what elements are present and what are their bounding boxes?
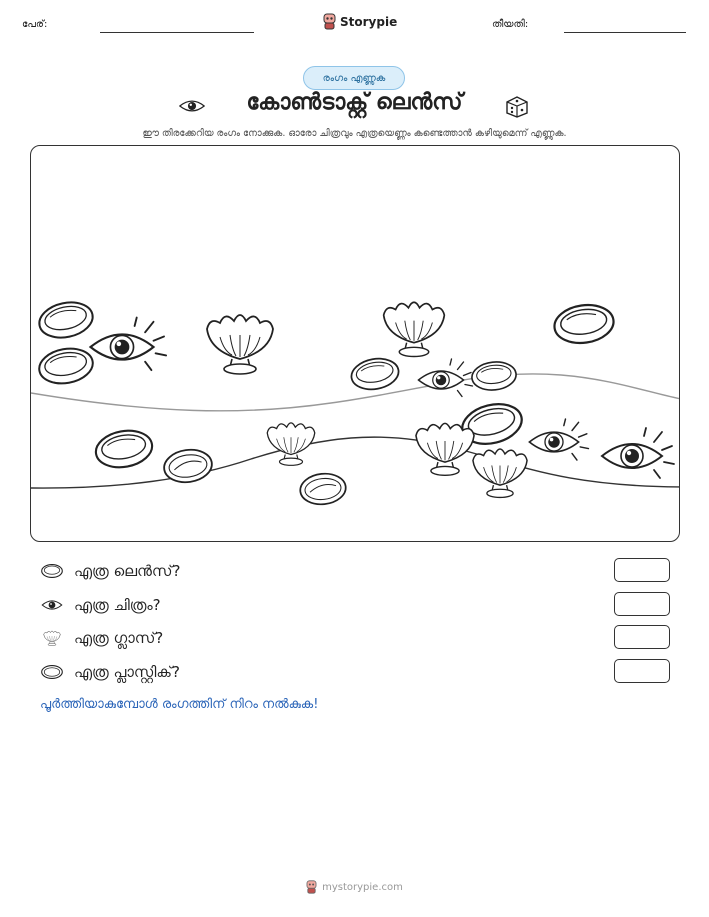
date-label: തീയതി: [492, 19, 529, 30]
scene-glass [473, 449, 527, 497]
answer-box-eye[interactable] [614, 592, 670, 616]
scene-glass [416, 423, 474, 475]
scene-eye [91, 318, 167, 371]
scene-lens [552, 301, 616, 346]
scene-frame [30, 145, 680, 542]
scene-eye [529, 419, 588, 460]
question-text: എത്ര ചിത്രം? [74, 596, 161, 614]
question-row [40, 659, 670, 685]
activity-badge: രംഗം എണ്ണുക [303, 66, 405, 90]
scene-illustration [31, 146, 680, 542]
scene-glass [267, 423, 315, 465]
brand-name: Storypie [340, 14, 398, 29]
site-footer [0, 880, 709, 894]
scene-lens [36, 298, 96, 342]
name-line[interactable] [100, 32, 254, 33]
name-label: പേര്: [22, 19, 48, 30]
question-row [40, 592, 670, 618]
lens-icon [40, 562, 64, 580]
date-line[interactable] [564, 32, 686, 33]
scene-plastic [299, 472, 348, 507]
answer-box-lens[interactable] [614, 558, 670, 582]
scene-lens [36, 345, 95, 388]
question-row [40, 558, 670, 584]
question-text: എത്ര പ്ലാസ്റ്റിക്? [74, 663, 181, 681]
eye-icon [40, 596, 64, 614]
brand-logo [323, 13, 397, 30]
page-title: കോൺടാക്റ്റ് ലെൻസ് [246, 90, 463, 115]
answer-box-plastic[interactable] [614, 659, 670, 683]
site-url[interactable]: mystorypie.com [322, 881, 403, 893]
brand-mascot-icon [323, 13, 336, 30]
scene-glass [384, 302, 445, 356]
glass-icon [40, 629, 64, 647]
scene-lens [93, 426, 155, 471]
footer-mascot-icon [306, 880, 317, 894]
scene-plastic [162, 447, 214, 485]
question-text: എത്ര ലെൻസ്? [74, 562, 181, 580]
question-text: എത്ര ഗ്ലാസ്? [74, 629, 164, 647]
plastic-icon [40, 663, 64, 681]
scene-eye [602, 428, 674, 478]
scene-eye [419, 359, 473, 397]
scene-glass [207, 315, 273, 374]
dice-icon [504, 94, 530, 122]
question-row [40, 625, 670, 651]
scene-lens [349, 355, 401, 393]
coloring-note: പൂർത്തിയാകുമ്പോൾ രംഗത്തിന് നിറം നൽകുക! [40, 697, 319, 712]
instructions: ഈ തിരക്കേറിയ രംഗം നോക്കുക. ഓരോ ചിത്രവും എത്രയെണ്ണം കണ്ടെത്താൻ കഴിയുമെന്ന് എണ്ണുക. [142, 128, 567, 139]
answer-box-glass[interactable] [614, 625, 670, 649]
scene-lens [471, 360, 518, 392]
